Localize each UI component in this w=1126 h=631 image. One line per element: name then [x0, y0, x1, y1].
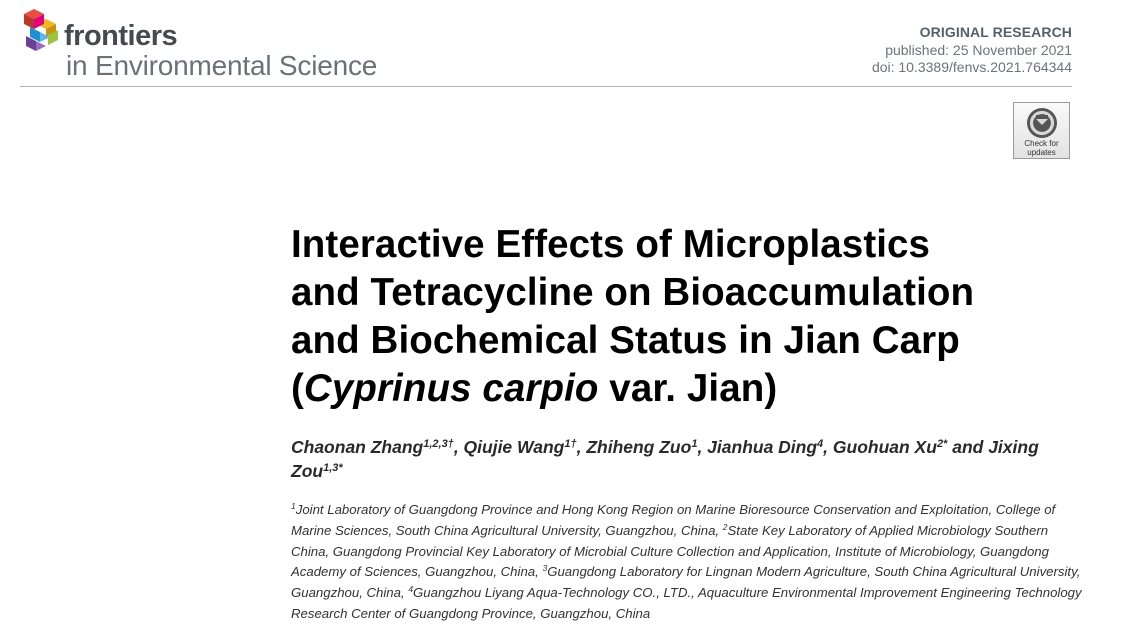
affiliation-marker: 2	[722, 521, 728, 532]
affiliation-text: Guangdong Laboratory for Lingnan Modern Agriculture, South China Agricultural University, Guangzhou, China,	[291, 564, 1081, 601]
affiliations	[291, 500, 1086, 625]
affiliation-text: Guangzhou Liyang Aqua-Technology CO., LTD., Aquaculture Environmental Improvement Engineering Technology Research Center of Guangdong Province, Guangzhou, China	[291, 585, 1082, 621]
frontiers-cube-logo-icon	[20, 5, 66, 55]
journal-brand: frontiers	[64, 20, 178, 52]
article-type: ORIGINAL RESEARCH	[919, 24, 1072, 40]
author[interactable]: Jixing Zou$^{1,3*}$	[291, 437, 1039, 481]
published-date: published: 25 November 2021	[885, 41, 1072, 58]
author-list: Chaonan Zhang$^{1,2,3\dagger}$, Qiujie Wang$^{1\dagger}$, Zhiheng Zuo$^1$, Jianhua Ding$^4$, Guohuan $Xu^{2*}$ and Jixing Zou$^{1,3*}$	[291, 437, 1039, 481]
affiliation-marker: 3	[542, 563, 548, 574]
journal-section: in Environmental Science	[66, 50, 378, 81]
header-divider	[20, 86, 1072, 87]
article-meta	[872, 24, 1072, 77]
author[interactable]: Guohuan $Xu^{2*}$	[832, 437, 948, 457]
article-title: Interactive Effects of Microplastics and Tetracycline on Bioaccumulation and Biochemical Status in Jian Carp (Cyprinus carpio var. Jian)	[291, 223, 975, 410]
affiliation-text: Joint Laboratory of Guangdong Province and Hong Kong Region on Marine Bioresource Conservation and Exploitation, College of Marine Sciences, South China Agricultural University, Guangzhou, China,	[291, 502, 1056, 538]
affiliation-marker: 4	[408, 584, 414, 595]
affiliation-text: State Key Laboratory of Applied Microbiology Southern China, Guangdong Provincial Key Laboratory of Microbial Culture Collection and Application, Institute of Microbiology, Guangdong Academy of Sciences, Guangzhou, China,	[291, 522, 1049, 580]
author[interactable]: Jianhua Ding$^4$	[707, 437, 824, 457]
author[interactable]: Zhiheng Zuo$^1$	[586, 437, 698, 457]
check-for-updates-icon	[1026, 107, 1058, 139]
species-name: Cyprinus carpio	[303, 367, 599, 410]
check-for-updates-label: Check for updates	[1024, 139, 1059, 157]
affiliation-marker: 1	[291, 501, 296, 511]
author[interactable]: Chaonan Zhang$^{1,2,3\dagger}$	[291, 437, 454, 457]
check-for-updates-button[interactable]	[1013, 102, 1070, 159]
doi-link[interactable]: doi: 10.3389/fenvs.2021.764344	[871, 59, 1072, 75]
journal-logo[interactable]	[20, 5, 420, 85]
author[interactable]: Qiujie Wang$^{1\dagger}$	[463, 437, 577, 457]
